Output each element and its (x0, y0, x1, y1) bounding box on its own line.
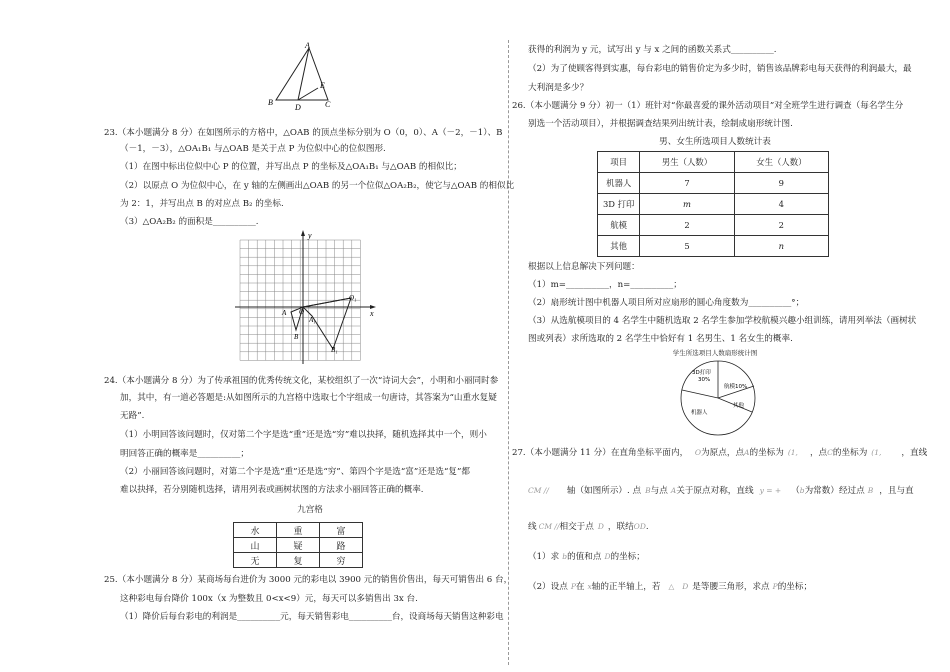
sym-B2: B (867, 486, 874, 495)
q27-l2a: 轴（如图所示）. 点 (566, 486, 642, 496)
q27-head2: 为原点，点 (701, 448, 745, 458)
sym-D2: D (604, 552, 611, 561)
sym-P: P (570, 582, 576, 591)
q26-part1: （1）m=__________，n=__________； (528, 280, 682, 290)
pie-label-3d-pct: 30% (698, 377, 711, 383)
table-cell: 机器人 (598, 173, 640, 194)
sym-P2: P (772, 582, 778, 591)
nine-grid-table (233, 522, 363, 568)
grid-cell: 山 (234, 538, 277, 553)
table-header-cell: 女生（人数） (734, 152, 828, 173)
q27-line3 (528, 521, 649, 533)
survey-table (597, 151, 829, 257)
sym-tri: △ (668, 582, 675, 591)
table-row (598, 173, 829, 194)
sym-CM2: CM // (538, 522, 560, 531)
q23-part1: （1）在图中标出位似中心 P 的位置，并写出点 P 的坐标及△OA₁B₁ 与△OAB 的相似比； (120, 162, 462, 172)
grid-label-O: O (299, 308, 305, 316)
q26-part3a: （3）从选航模项目的 4 名学生中随机选取 2 名学生参加学校航模兴趣小组训练，请用列举法（画树状 (528, 316, 917, 326)
triangle-figure (262, 42, 342, 114)
table-cell: 2 (734, 215, 828, 236)
grid-row (234, 553, 363, 568)
q23-line1: 23.（本小题满分 8 分）在如图所示的方格中，△OAB 的顶点坐标分别为 O（0，0）、A（－2，－1）、B (104, 128, 503, 138)
q27-p2c: 轴的正半轴上，若 (591, 582, 661, 592)
grid-cell: 穷 (320, 553, 363, 568)
q26-line1: 26.（本小题满分 9 分）初一（1）班针对“你最喜爱的课外活动项目”对全班学生进行调查（每名学生分 (512, 101, 904, 111)
sym-OD: OD (633, 522, 646, 531)
grid-label-A: A (282, 309, 287, 317)
sym-A2: A (670, 486, 677, 495)
coordinate-grid (230, 228, 380, 368)
table-cell: 9 (734, 173, 828, 194)
q27-p1c: 的坐标； (610, 552, 645, 562)
q25-line1: 25.（本小题满分 8 分）某商场每台进价为 3000 元的彩电以 3900 元的销售价售出，每天可销售出 6 台， (104, 575, 513, 585)
table-cell: 航模 (598, 215, 640, 236)
q27-p2d: 是等腰三角形，求点 (692, 582, 770, 592)
q27-l2e: 为常数）经过点 (804, 486, 865, 496)
sym-x: x (587, 582, 592, 591)
label-E: E (320, 81, 325, 90)
grid-label-B1: B₁ (331, 346, 338, 354)
q27-p2e: 的坐标； (777, 582, 813, 592)
q25-part1: （1）降价后每台彩电的利润是__________元，每天销售彩电__________台，设商场每天销售这种彩电 (120, 612, 504, 622)
q27-l3c: ，联结 (607, 522, 634, 532)
table-row (598, 194, 829, 215)
grid-cell: 复 (277, 553, 320, 568)
q26-line2: 别选一个活动项目），并根据调查结果列出统计表，绘制成扇形统计图. (528, 119, 793, 129)
grid-label-A1: A₁ (309, 316, 316, 324)
q24-part2a: （2）小丽回答该问题时，对第二个字是选“重”还是选“穷”、第四个字是选“富”还是选“复”都 (120, 467, 470, 477)
sym-A: A (744, 448, 750, 457)
sym-D: D (597, 522, 604, 531)
grid-row (234, 538, 363, 553)
q27-l2b: 与点 (650, 486, 668, 496)
grid-label-y: y (308, 231, 312, 240)
q25-part2a: （2）为了使顾客得到实惠，每台彩电的销售价定为多少时，销售该品牌彩电每天获得的利润最大，最 (528, 64, 912, 74)
q27-l2d: （ (791, 486, 800, 496)
grid-label-O1: O₁ (349, 294, 357, 302)
q24-line2: 加，其中，有一道必答题是:从如图所示的九宫格中选取七个字组成一句唐诗，其答案为“山重水复疑 (120, 393, 497, 403)
label-B: B (268, 98, 273, 107)
sym-b2: b (562, 552, 568, 561)
sym-eq: y = + (759, 486, 782, 495)
sym-C-coord: (1, (871, 448, 882, 457)
sym-b: b (799, 486, 805, 495)
sym-D3: D (682, 582, 689, 591)
grid-cell: 无 (234, 553, 277, 568)
q24-line3: 无路”. (120, 411, 145, 421)
sym-CM: CM // (528, 486, 549, 495)
table-row (598, 215, 829, 236)
table-cell: 其他 (598, 236, 640, 257)
grid-cell: 路 (320, 538, 363, 553)
q27-p2b: 在 (575, 582, 585, 592)
table-cell: 2 (640, 215, 734, 236)
table-header-cell: 男生（人数） (640, 152, 734, 173)
grid-cell: 富 (320, 523, 363, 538)
table-cell: 5 (640, 236, 734, 257)
pie-label-model: 航模10% (724, 384, 748, 390)
q27-head3: 的坐标为 (749, 448, 784, 458)
q25-part2b: 大利润是多少？ (528, 83, 589, 93)
q27-head6: ，直线 (901, 448, 928, 458)
grid-row (234, 523, 363, 538)
sym-C: C (827, 448, 833, 457)
grid-cell: 疑 (277, 538, 320, 553)
q24-part1a: （1）小明回答该问题时，仅对第二个字是选“重”还是选“穷”难以抉择，随机选择其中一个，则小 (120, 430, 487, 440)
column-divider (508, 40, 509, 665)
q23-part3: （3）△OA₂B₂ 的面积是__________. (120, 217, 259, 227)
q27-part1 (528, 551, 645, 563)
q23-line2: （－1，－3），△OA₁B₁ 与△OAB 是关于点 P 为位似中心的位似图形. (120, 144, 386, 154)
q24-grid-title: 九宫格 (297, 505, 323, 515)
q27-p1a: （1）求 (528, 552, 560, 562)
q24-part1b: 明回答正确的概率是__________； (120, 449, 249, 459)
grid-cell: 重 (277, 523, 320, 538)
q26-table-title: 男、女生所选项目人数统计表 (659, 137, 771, 147)
label-D: D (295, 103, 301, 112)
q27-line2 (528, 485, 914, 497)
q27-l3d: . (645, 522, 649, 532)
q23-part2b: 为 2：1，并写出点 B 的对应点 B₂ 的坐标. (120, 199, 284, 209)
sym-O: O (694, 448, 702, 457)
grid-cell: 水 (234, 523, 277, 538)
q24-line1: 24.（本小题满分 8 分）为了传承祖国的优秀传统文化，某校组织了一次“诗词大会”，小明和小丽同时参 (104, 376, 499, 386)
q26-part2: （2）扇形统计图中机器人项目所对应扇形的圆心角度数为__________°； (528, 298, 805, 308)
q27-p1b: 的值和点 (567, 552, 602, 562)
q27-l3b: 相交于点 (559, 522, 594, 532)
pie-label-robot: 机器人 (691, 410, 708, 416)
pie-label-other: 其他 (733, 403, 745, 409)
table-cell: 3D 打印 (598, 194, 640, 215)
pie-chart (678, 358, 758, 438)
label-C: C (325, 100, 331, 109)
pie-label-3d: 3D打印 (692, 370, 711, 376)
table-row (598, 236, 829, 257)
grid-label-x: x (370, 309, 374, 318)
q25-line2: 这种彩电每台降价 100x（x 为整数且 0<x<9）元，每天可以多销售出 3x 台. (120, 594, 418, 604)
q23-part2a: （2）以原点 O 为位似中心，在 y 轴的左侧画出△OAB 的另一个位似△OA₂B₂，使它与△OAB 的相似比 (120, 181, 515, 191)
q27-line1 (512, 447, 927, 459)
grid-label-B: B (294, 333, 299, 341)
q27-l3a: 线 (528, 522, 537, 532)
q27-head: 27.（本小题满分 11 分）在直角坐标平面内， (512, 448, 689, 458)
q25-cont1: 获得的利润为 y 元，试写出 y 与 x 之间的函数关系式__________. (528, 45, 777, 55)
q27-part2 (528, 581, 812, 593)
q26-part3b: 图或列表）求所选取的 2 名学生中恰好有 1 名男生、1 名女生的概率. (528, 334, 793, 344)
table-cell: 7 (640, 173, 734, 194)
label-A: A (305, 42, 310, 50)
table-cell: 4 (734, 194, 828, 215)
q27-p2a: （2）设点 (528, 582, 568, 592)
q26-intro: 根据以上信息解决下列问题： (528, 262, 640, 272)
pie-title: 学生所选项目人数扇形统计图 (672, 349, 758, 357)
q24-part2b: 难以抉择，若分别随机选择，请用列表或画树状图的方法求小丽回答正确的概率. (120, 485, 424, 495)
q27-head4: ，点 (809, 448, 828, 458)
table-header-row (598, 152, 829, 173)
q27-l2f: ，且与直 (879, 486, 914, 496)
sym-B: B (645, 486, 651, 495)
table-cell: m (640, 194, 734, 215)
table-cell: n (734, 236, 828, 257)
sym-A-coord: (1, (787, 448, 798, 457)
q27-head5: 的坐标为 (832, 448, 868, 458)
q27-l2c: 关于原点对称，直线 (676, 486, 754, 496)
table-header-cell: 项目 (598, 152, 640, 173)
